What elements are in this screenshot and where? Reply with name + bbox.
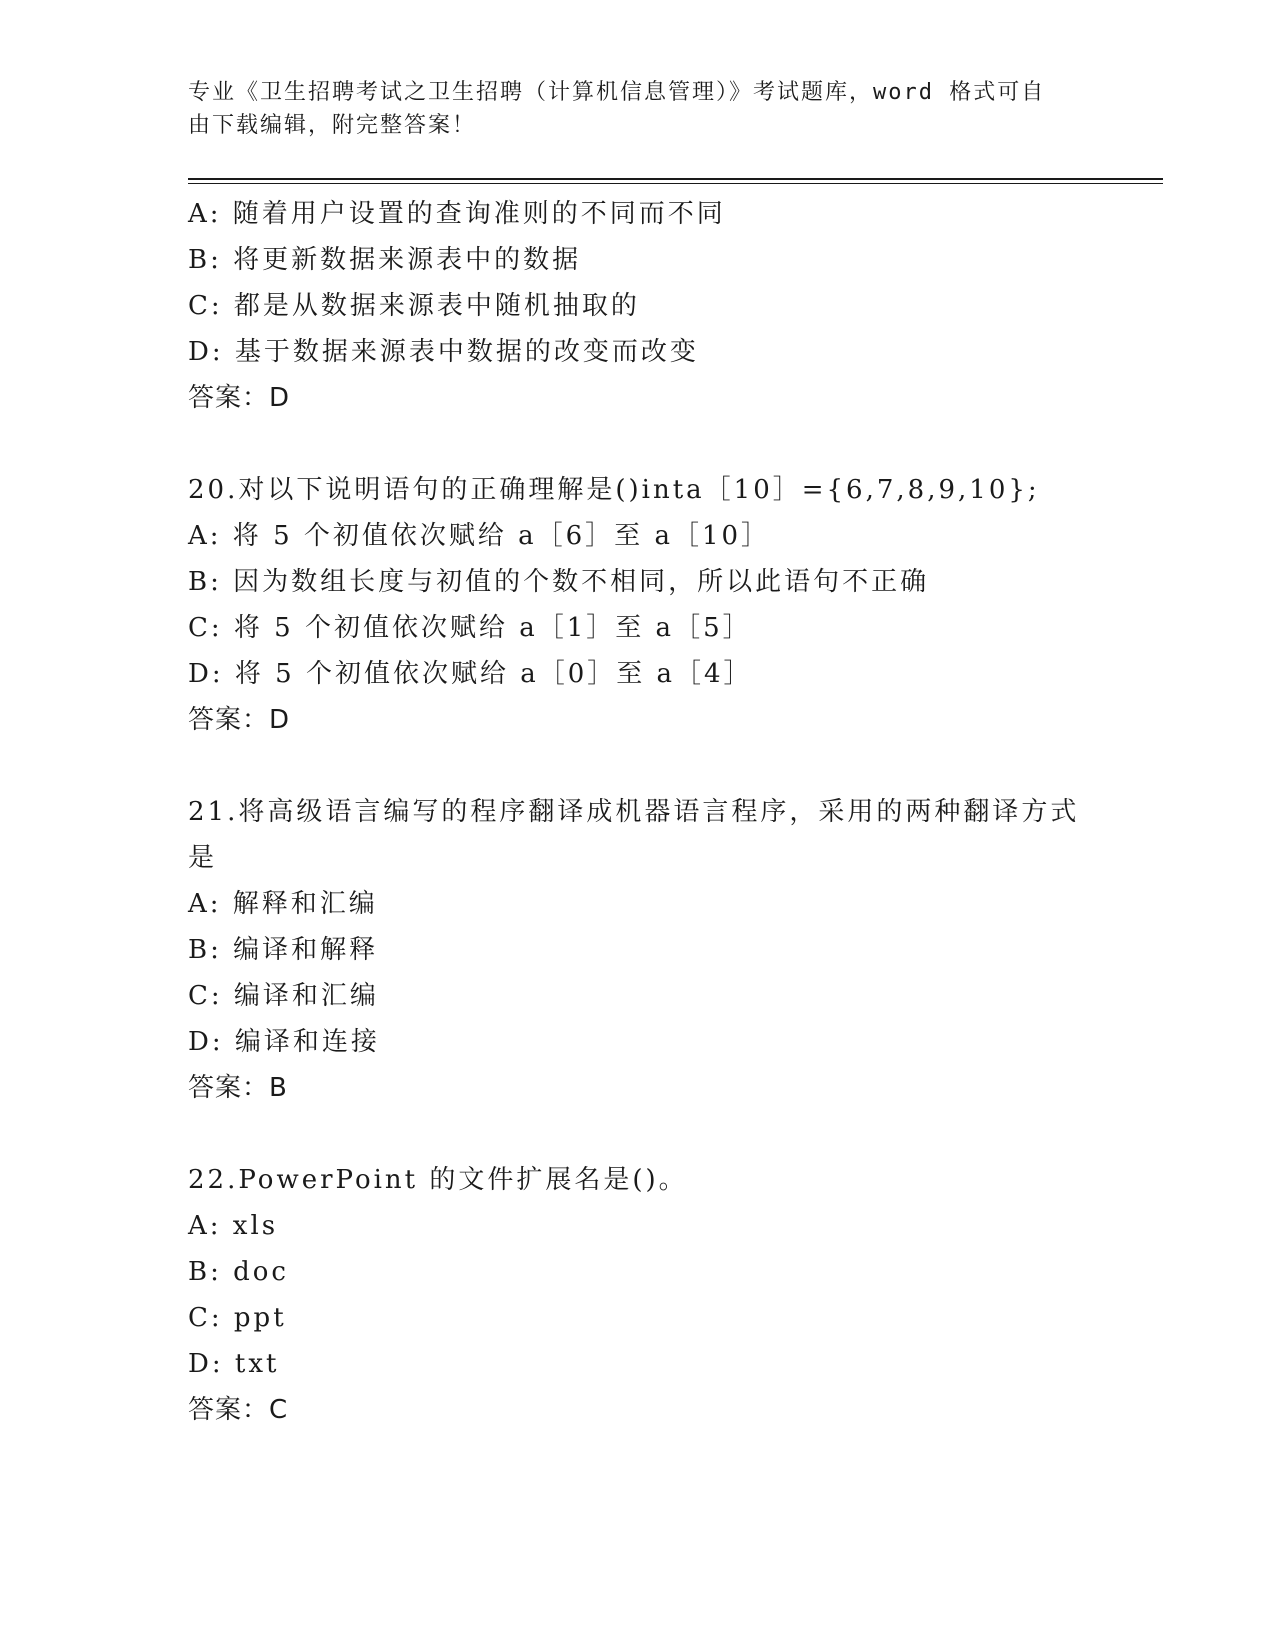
spacer (188, 421, 1088, 467)
spacer (188, 743, 1088, 789)
option-c: C: ppt (188, 1303, 287, 1333)
header-divider-thin (188, 183, 1163, 184)
option-d: D: 编译和连接 (188, 1027, 380, 1057)
answer-line: 答案：C (188, 1395, 289, 1425)
option-c: C: 编译和汇编 (188, 981, 379, 1011)
question-stem: 20.对以下说明语句的正确理解是()inta［10］={6,7,8,9,10}; (188, 475, 1040, 505)
answer-line: 答案：D (188, 705, 291, 735)
spacer (188, 1111, 1088, 1157)
header-line-1: 专业《卫生招聘考试之卫生招聘（计算机信息管理）》考试题库，word 格式可自 (188, 80, 1046, 105)
question-list (188, 191, 1088, 1433)
header-line-2: 由下载编辑，附完整答案！ (188, 113, 477, 138)
option-d: D: 基于数据来源表中数据的改变而改变 (188, 337, 699, 367)
option-d: D: 将 5 个初值依次赋给 a［0］至 a［4］ (188, 659, 753, 689)
option-c: C: 将 5 个初值依次赋给 a［1］至 a［5］ (188, 613, 752, 643)
option-a: A: 解释和汇编 (188, 889, 378, 919)
header-divider-thick (188, 178, 1163, 180)
answer-line: 答案：B (188, 1073, 288, 1103)
question-stem: 22.PowerPoint 的文件扩展名是()。 (188, 1165, 688, 1195)
option-d: D: txt (188, 1349, 280, 1379)
question-21 (188, 789, 1088, 1111)
option-b: B: 因为数组长度与初值的个数不相同，所以此语句不正确 (188, 567, 930, 597)
document-header (188, 76, 1088, 142)
question-22 (188, 1157, 1088, 1433)
option-a: A: xls (188, 1211, 279, 1241)
question-19-continued (188, 191, 1088, 421)
option-b: B: 编译和解释 (188, 935, 379, 965)
option-a: A: 将 5 个初值依次赋给 a［6］至 a［10］ (188, 521, 771, 551)
option-a: A: 随着用户设置的查询准则的不同而不同 (188, 199, 726, 229)
option-c: C: 都是从数据来源表中随机抽取的 (188, 291, 640, 321)
option-b: B: doc (188, 1257, 289, 1287)
question-20 (188, 467, 1088, 743)
option-b: B: 将更新数据来源表中的数据 (188, 245, 582, 275)
answer-line: 答案：D (188, 383, 291, 413)
question-stem: 21.将高级语言编写的程序翻译成机器语言程序，采用的两种翻译方式是 (188, 797, 1080, 873)
